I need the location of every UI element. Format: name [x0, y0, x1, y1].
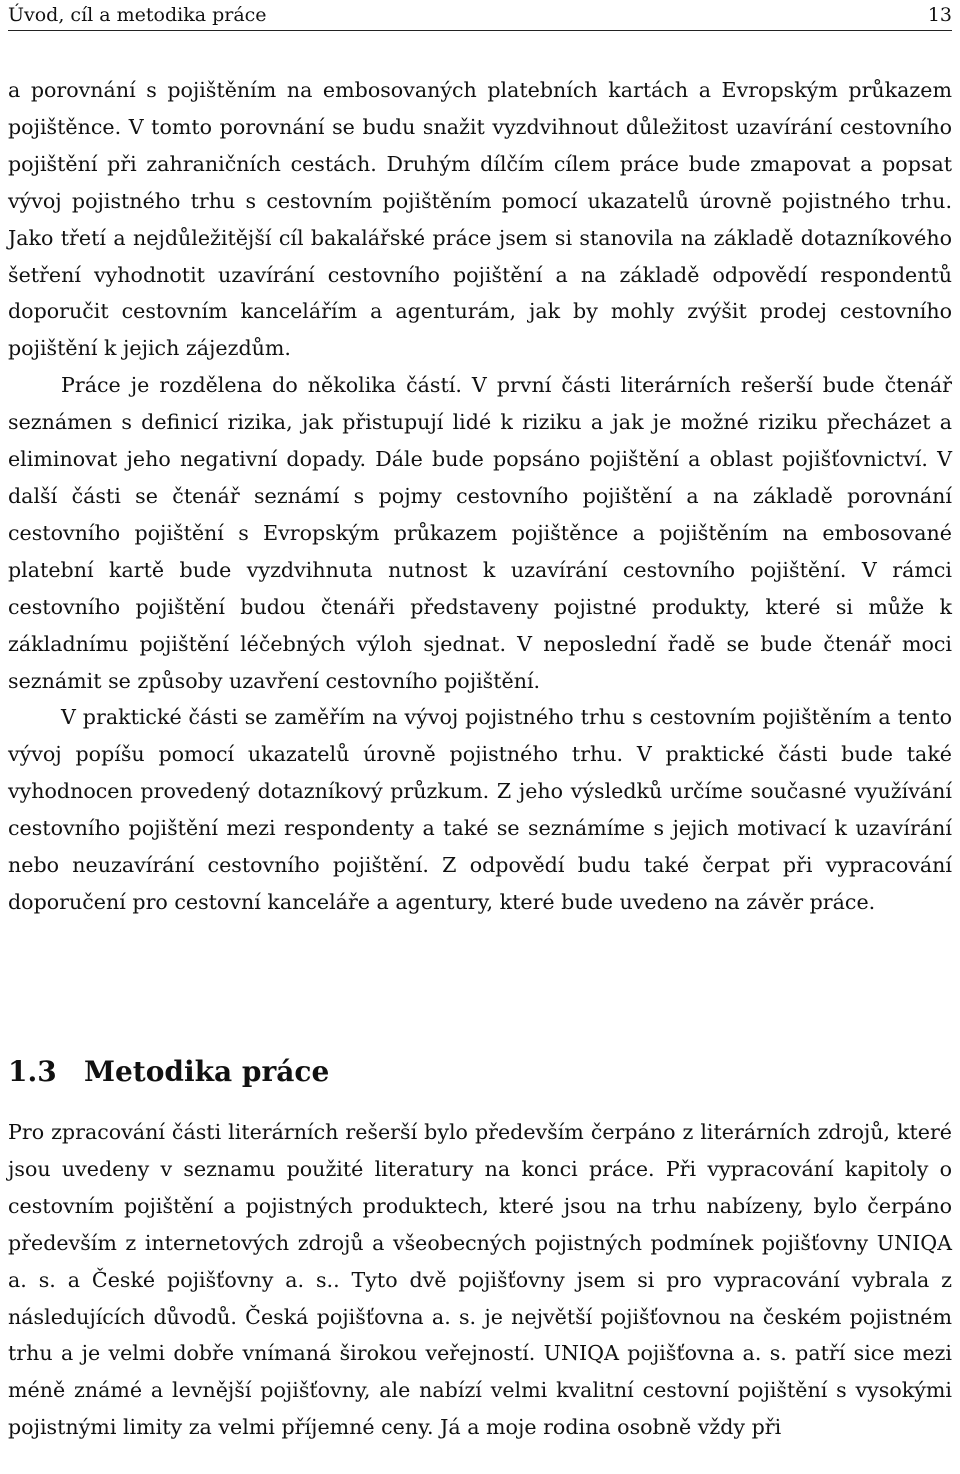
body-text-methodology: [8, 1114, 952, 1446]
paragraph-structure: Práce je rozdělena do několika částí. V první části literárních rešerší bude čtenář seznámen s definicí rizika, jak přistupují lidé k riziku a jak je možné riziku přecházet a eliminovat jeho negativní dopady. Dále bude popsáno pojištění a oblast pojišťovnictví. V další části se čtenář seznámí s pojmy cestovního pojištění a na základě porovnání cestovního pojištění s Evropským průkazem pojištěnce a pojištěním na embosované platební kartě bude vyzdvihnuta nutnost k uzavírání cestovního pojištění. V rámci cestovního pojištění budou čtenáři představeny pojistné produkty, které si může k základnímu pojištění léčebných výloh sjednat. V neposlední řadě se bude čtenář moci seznámit se způsoby uzavření cestovního pojištění.: [8, 373, 952, 693]
section-title: Metodika práce: [84, 1055, 330, 1088]
header-chapter-title: Úvod, cíl a metodika práce: [8, 4, 267, 26]
section-number: 1.3: [8, 1055, 57, 1088]
body-text-top: [8, 72, 952, 921]
paragraph-goals: a porovnání s pojištěním na embosovaných platebních kartách a Evropským průkazem pojištěnce. V tomto porovnání se budu snažit vyzdvihnout důležitost uzavírání cestovního pojištění při zahraničních cestách. Druhým dílčím cílem práce bude zmapovat a popsat vývoj pojistného trhu s cestovním pojištěním pomocí ukazatelů úrovně pojistného trhu. Jako třetí a nejdůležitější cíl bakalářské práce jsem si stanovila na základě dotazníkového šetření vyhodnotit uzavírání cestovního pojištění a na základě odpovědí respondentů doporučit cestovním kancelářím a agenturám, jak by mohly zvýšit prodej cestovního pojištění k jejich zájezdům.: [8, 78, 952, 361]
running-header: [8, 2, 952, 31]
paragraph-methodology: Pro zpracování části literárních rešerší bylo především čerpáno z literárních zdrojů, které jsou uvedeny v seznamu použité literatury na konci práce. Při vypracování kapitoly o cestovním pojištění a pojistných produktech, které jsou na trhu nabízeny, bylo čerpáno především z internetových zdrojů a všeobecných pojistných podmínek pojišťovny UNIQA a. s. a České pojišťovny a. s.. Tyto dvě pojišťovny jsem si pro vypracování vybrala z následujících důvodů. Česká pojišťovna a. s. je největší pojišťovnou na českém pojistném trhu a je velmi dobře vnímaná širokou veřejností. UNIQA pojišťovna a. s. patří sice mezi méně známé a levnější pojišťovny, ale nabízí velmi kvalitní cestovní pojištění s vysokými pojistnými limity za velmi příjemné ceny. Já a moje rodina osobně vždy při: [8, 1120, 952, 1440]
section-heading: [8, 1052, 329, 1092]
page-number: 13: [927, 4, 952, 26]
paragraph-practical-part: V praktické části se zaměřím na vývoj pojistného trhu s cestovním pojištěním a tento vývoj popíšu pomocí ukazatelů úrovně pojistného trhu. V praktické části bude také vyhodnocen provedený dotazníkový průzkum. Z jeho výsledků určíme současné využívání cestovního pojištění mezi respondenty a také se seznámíme s jejich motivací k uzavírání nebo neuzavírání cestovního pojištění. Z odpovědí budu také čerpat při vypracování doporučení pro cestovní kanceláře a agentury, které bude uvedeno na závěr práce.: [8, 705, 952, 914]
